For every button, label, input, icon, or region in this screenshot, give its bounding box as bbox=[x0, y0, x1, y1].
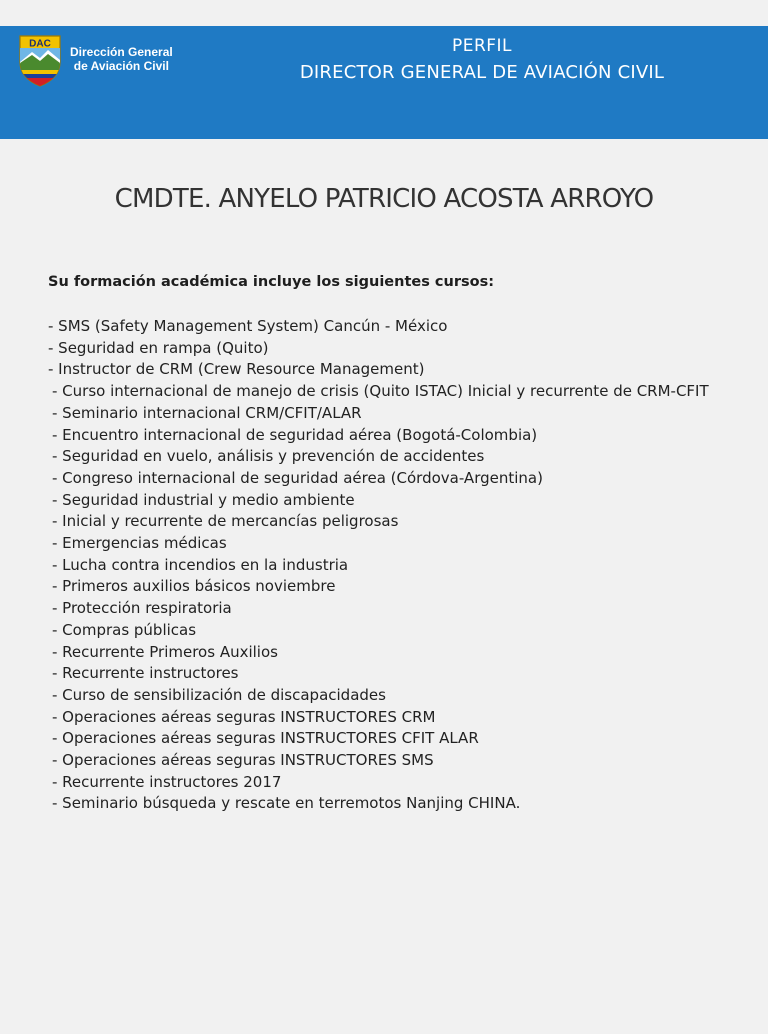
list-item: - Curso de sensibilización de discapacidades bbox=[52, 685, 386, 704]
list-item: - Emergencias médicas bbox=[52, 534, 227, 553]
list-item: - Recurrente instructores 2017 bbox=[52, 772, 282, 791]
list-item: - Seminario búsqueda y rescate en terremotos Nanjing CHINA. bbox=[52, 794, 521, 813]
dac-logo bbox=[16, 32, 64, 88]
list-item: - Curso internacional de manejo de crisis (Quito ISTAC) Inicial y recurrente de CRM-CFIT bbox=[52, 382, 709, 401]
organization-name bbox=[70, 45, 173, 73]
list-item: - Seguridad en vuelo, análisis y prevención de accidentes bbox=[52, 447, 485, 466]
list-item: - Seguridad en rampa (Quito) bbox=[48, 338, 269, 357]
list-item: - Primeros auxilios básicos noviembre bbox=[52, 577, 336, 596]
list-item: - Instructor de CRM (Crew Resource Management) bbox=[48, 360, 425, 379]
list-item: - Protección respiratoria bbox=[52, 599, 232, 618]
list-item: - Operaciones aéreas seguras INSTRUCTORES SMS bbox=[52, 751, 434, 770]
section-label: PERFIL bbox=[451, 36, 513, 56]
list-item: - Lucha contra incendios en la industria bbox=[52, 555, 349, 574]
list-item: - Operaciones aéreas seguras INSTRUCTORES CRM bbox=[52, 707, 436, 726]
header-title-block bbox=[252, 36, 712, 84]
list-item: - Recurrente instructores bbox=[52, 664, 239, 683]
courses-list bbox=[48, 316, 748, 815]
list-item: - Compras públicas bbox=[52, 620, 197, 639]
list-item: - Seguridad industrial y medio ambiente bbox=[52, 490, 355, 509]
list-item: - Seminario internacional CRM/CFIT/ALAR bbox=[52, 403, 362, 422]
list-item: - Operaciones aéreas seguras INSTRUCTORES CFIT ALAR bbox=[52, 729, 479, 748]
list-item: - Inicial y recurrente de mercancías peligrosas bbox=[52, 512, 399, 531]
list-item: - Congreso internacional de seguridad aérea (Córdova-Argentina) bbox=[52, 468, 543, 487]
list-item: - Recurrente Primeros Auxilios bbox=[52, 642, 278, 661]
logo-text: DAC bbox=[29, 38, 51, 50]
list-item: - SMS (Safety Management System) Cancún - México bbox=[48, 317, 448, 335]
list-item: - Encuentro internacional de seguridad aérea (Bogotá-Colombia) bbox=[52, 425, 538, 444]
org-name-line1: Dirección General bbox=[70, 45, 173, 59]
position-title: DIRECTOR GENERAL DE AVIACIÓN CIVIL bbox=[299, 62, 665, 83]
org-name-line2: de Aviación Civil bbox=[73, 59, 169, 73]
person-name: CMDTE. ANYELO PATRICIO ACOSTA ARROYO bbox=[114, 184, 654, 214]
intro-heading: Su formación académica incluye los siguientes cursos: bbox=[48, 274, 495, 290]
